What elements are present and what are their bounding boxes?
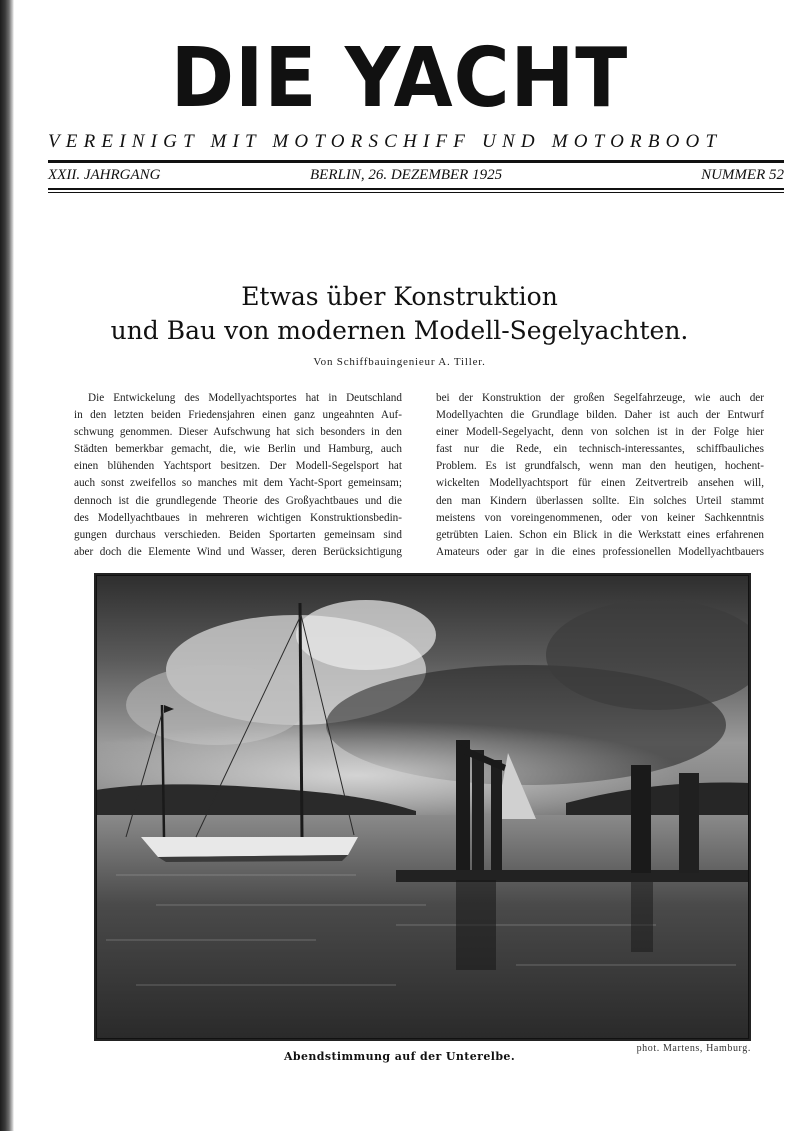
text-line: Die Entwickelung des Modellyachtsportes hat in Deutschland: [88, 392, 402, 404]
volume-label: XXII. JAHRGANG: [48, 167, 161, 183]
photo-caption: Abendstimmung auf der Unterelbe.: [283, 1050, 516, 1063]
text-line: Amateurs oder gar in die eines professionellen Modellyachtbauers: [436, 545, 764, 558]
text-line: meistens von voreingenommenen, oder von keiner Sachkenntnis: [436, 511, 764, 524]
text-line: Städten bemerkbar gemacht, die, wie Berlin und Hamburg, auch: [74, 443, 402, 456]
photo-credit: phot. Martens, Hamburg.: [636, 1043, 751, 1054]
text-line: des Modellyachtbaues in mehreren wichtigen Konstruktionsbedin-: [74, 511, 402, 524]
page-spine-shadow: [0, 0, 14, 1131]
article-column-right: [436, 390, 764, 561]
issue-date: BERLIN, 26. DEZEMBER 1925: [310, 167, 503, 183]
text-line: in den letzten beiden Friedensjahren einen ganz ungeahnten Auf-: [74, 409, 402, 422]
masthead-rule-top: [48, 160, 784, 163]
masthead-rule-bottom: [48, 188, 784, 190]
masthead-rule-thin: [48, 192, 784, 193]
text-line: getrübten Laien. Schon ein Blick in die Werkstatt eines erfahrenen: [436, 528, 764, 541]
article-column-left: [74, 390, 402, 561]
masthead-subtitle: VEREINIGT MIT MOTORSCHIFF UND MOTORBOOT: [48, 131, 723, 152]
text-line: aber doch die Elemente Wind und Wasser, deren Berücksichtigung: [74, 545, 402, 558]
text-line: den man Kindern überlassen sollte. Ein solches Urteil stammt: [436, 494, 764, 507]
text-line: dennoch ist die grundlegende Theorie des Großyachtbaues und die: [74, 494, 402, 507]
photo-illustration: [96, 575, 749, 1039]
text-line: wickelten Modellyachtsport für einen Zeitvertreib ansehen will,: [436, 477, 764, 490]
text-line: schwung genommen. Dieser Aufschwung hat sich besonders in den: [74, 426, 402, 439]
article-title-line2: und Bau von modernen Modell-Segelyachten.: [110, 316, 689, 345]
text-line: Modellyachten die Grundlage bilden. Daher ist auch der Entwurf: [436, 409, 764, 422]
masthead-title: DIE YACHT: [170, 31, 629, 126]
text-line: gungen durchaus verschieden. Beiden Sportarten gemeinsam sind: [74, 528, 402, 541]
article-title-line1: Etwas über Konstruktion: [241, 282, 558, 311]
text-line: auch sonst zweifellos so manches mit dem Yacht-Sport gemeinsam;: [74, 477, 402, 490]
issue-info-row: [48, 167, 784, 187]
harbor-photograph: [94, 573, 751, 1041]
text-line: fast nur die Rede, ein technisch-interessantes, schiffbauliches: [436, 443, 764, 456]
text-line: bei der Konstruktion der großen Segelfahrzeuge, wie auch der: [436, 392, 764, 404]
text-line: einen blühenden Yachtsport besitzen. Der Modell-Segelsport hat: [74, 460, 402, 473]
text-line: einer Modell-Segelyacht, denn von solchen ist in der Folge hier: [436, 426, 764, 439]
article-byline: Von Schiffbauingenieur A. Tiller.: [313, 356, 486, 368]
text-line: Problem. Es ist grundfalsch, wenn man den heutigen, hochent-: [436, 460, 764, 473]
issue-number: NUMMER 52: [701, 167, 784, 183]
